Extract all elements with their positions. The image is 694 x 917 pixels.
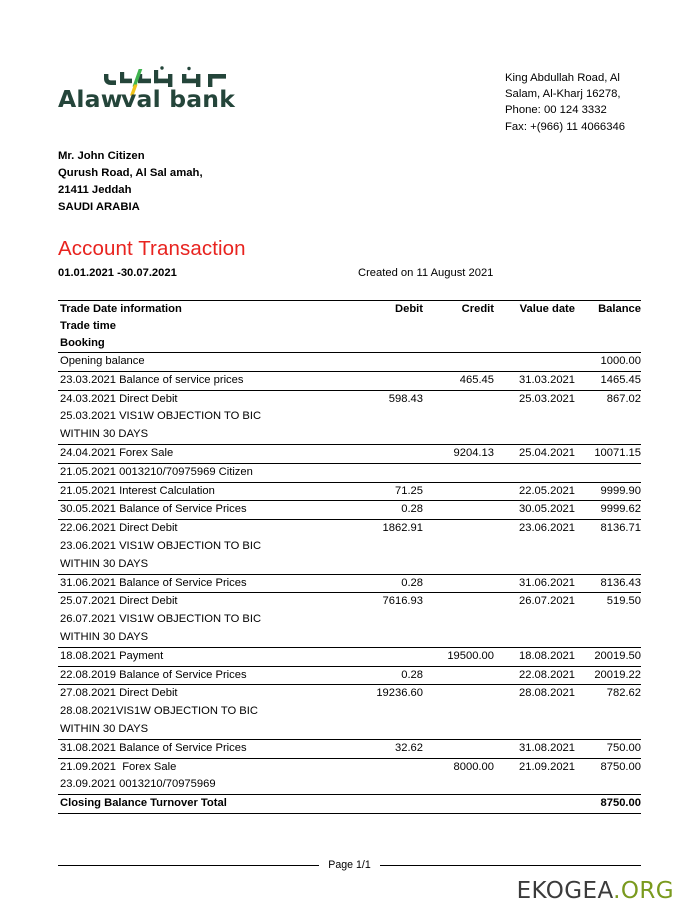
header-credit: Credit [461,303,494,315]
row-value-date: 26.07.2021 [519,595,575,608]
recipient-country: SAUDI ARABIA [58,201,140,213]
page-title: Account Transaction [58,237,246,260]
row-description: 28.08.2021VIS1W OBJECTION TO BIC [60,705,258,718]
table-row [58,758,641,777]
row-description: 24.03.2021 Direct Debit [60,392,178,405]
row-debit: 32.62 [395,741,423,754]
header-value-date: Value date [519,303,575,315]
table-row [58,629,641,647]
page-number: Page 1/1 [328,858,371,871]
row-debit: 0.28 [401,503,423,516]
row-value-date: 31.08.2021 [519,741,575,754]
table-row [58,482,641,501]
row-description: 25.03.2021 VIS1W OBJECTION TO BIC [60,410,262,423]
table-row [58,592,641,611]
footer-rule-right [380,865,641,866]
row-description: 23.03.2021 Balance of service prices [60,373,244,386]
row-description: 27.08.2021 Direct Debit [60,687,178,700]
table-row [58,611,641,629]
header-balance: Balance [598,303,641,315]
bank-fax: Fax: +(966) 11 4066346 [505,120,626,133]
row-debit: 71.25 [395,484,423,497]
row-description: 30.05.2021 Balance of Service Prices [60,503,247,516]
bank-address-block [505,70,690,135]
row-debit: 0.28 [401,668,423,681]
row-balance: 519.50 [606,595,641,608]
recipient-name: Mr. John Citizen [58,150,145,162]
row-value-date: 22.08.2021 [519,668,575,681]
row-value-date: 22.05.2021 [519,484,575,497]
header-description: Trade Date information [60,303,182,315]
closing-balance-row [58,794,641,814]
table-row [58,408,641,426]
header-debit: Debit [395,303,423,315]
row-description: 22.06.2021 Direct Debit [60,522,178,535]
recipient-address-block [58,148,203,216]
transactions-table [58,300,641,814]
bank-address-line-1: King Abdullah Road, Al [505,72,620,84]
row-description: 23.06.2021 VIS1W OBJECTION TO BIC [60,539,262,552]
table-body [58,352,641,794]
header-booking: Booking [60,337,105,349]
row-description: 21.05.2021 Interest Calculation [60,484,215,497]
row-value-date: 23.06.2021 [519,522,575,535]
row-description: 22.08.2019 Balance of Service Prices [60,668,247,681]
page-footer [58,858,641,872]
row-debit: 598.43 [388,392,423,405]
table-row [58,352,641,371]
row-value-date: 31.06.2021 [519,576,575,589]
row-balance: 8136.71 [600,522,641,535]
row-description: WITHIN 30 DAYS [60,557,149,570]
row-credit: 465.45 [459,373,494,386]
table-row [58,574,641,593]
row-description: 21.05.2021 0013210/70975969 Citizen [60,465,253,478]
row-debit: 0.28 [401,576,423,589]
table-row [58,426,641,444]
page-header [0,62,694,142]
row-balance: 867.02 [606,392,641,405]
table-row [58,666,641,685]
recipient-street: Qurush Road, Al Sal amah, [58,167,203,179]
row-balance: 20019.22 [594,668,641,681]
table-row [58,647,641,666]
row-balance: 8136.43 [600,576,641,589]
row-value-date: 21.09.2021 [519,760,575,773]
row-description: 18.08.2021 Payment [60,649,164,662]
table-row [58,556,641,574]
row-description: 31.06.2021 Balance of Service Prices [60,576,247,589]
row-description: 31.08.2021 Balance of Service Prices [60,741,247,754]
row-value-date: 18.08.2021 [519,649,575,662]
row-credit: 8000.00 [453,760,494,773]
table-row [58,538,641,556]
bank-address-line-2: Salam, Al-Kharj 16278, [505,88,621,101]
row-debit: 7616.93 [382,595,423,608]
row-balance: 1465.45 [600,373,641,386]
row-balance: 782.62 [606,687,641,700]
row-description: 21.09.2021 Forex Sale [60,760,177,773]
row-value-date: 30.05.2021 [519,503,575,516]
table-row [58,371,641,390]
row-balance: 9999.62 [600,503,641,516]
watermark-tld: .ORG [613,878,674,904]
row-debit: 19236.60 [376,687,423,700]
table-row [58,444,641,463]
row-description: WITHIN 30 DAYS [60,428,149,441]
row-description: 25.07.2021 Direct Debit [60,595,178,608]
row-credit: 19500.00 [447,649,494,662]
row-debit: 1862.91 [382,522,423,535]
closing-balance: 8750.00 [600,797,641,810]
table-row [58,500,641,519]
closing-balance-label: Closing Balance Turnover Total [60,797,227,810]
row-description: 24.04.2021 Forex Sale [60,446,174,459]
row-balance: 9999.90 [600,484,641,497]
svg-text:Alaw: Alaw [58,85,123,113]
row-description: 26.07.2021 VIS1W OBJECTION TO BIC [60,613,262,626]
row-balance: 10071.15 [594,446,641,459]
svg-text:val bank: val bank [121,85,236,113]
table-row [58,390,641,409]
recipient-city: 21411 Jeddah [58,184,132,196]
row-credit: 9204.13 [453,446,494,459]
watermark-name: EKOGEA [516,878,614,904]
row-value-date: 31.03.2021 [519,373,575,386]
created-on-label: Created on 11 August 2021 [358,267,494,279]
row-balance: 1000.00 [600,355,641,367]
row-description: WITHIN 30 DAYS [60,630,149,643]
row-description: Opening balance [60,355,145,367]
statement-period: 01.01.2021 -30.07.2021 [58,267,177,279]
table-row [58,776,641,794]
row-value-date: 25.04.2021 [519,446,575,459]
table-row [58,703,641,721]
row-balance: 20019.50 [594,649,641,662]
ekogea-watermark [517,878,674,904]
row-value-date: 25.03.2021 [519,392,575,405]
row-balance: 8750.00 [600,760,641,773]
table-row [58,684,641,703]
bank-phone: Phone: 00 124 3332 [505,104,607,117]
row-description: 23.09.2021 0013210/70975969 [60,778,216,791]
row-balance: 750.00 [606,741,641,754]
row-value-date: 28.08.2021 [519,687,575,700]
table-row [58,519,641,538]
table-row [58,739,641,758]
row-description: WITHIN 30 DAYS [60,722,149,735]
header-trade-time: Trade time [60,320,116,332]
table-row [58,721,641,739]
bank-logo [58,64,318,126]
table-row [58,463,641,482]
footer-rule-left [58,865,319,866]
table-header [58,300,641,352]
alawwal-bank-logo-icon [58,64,238,126]
